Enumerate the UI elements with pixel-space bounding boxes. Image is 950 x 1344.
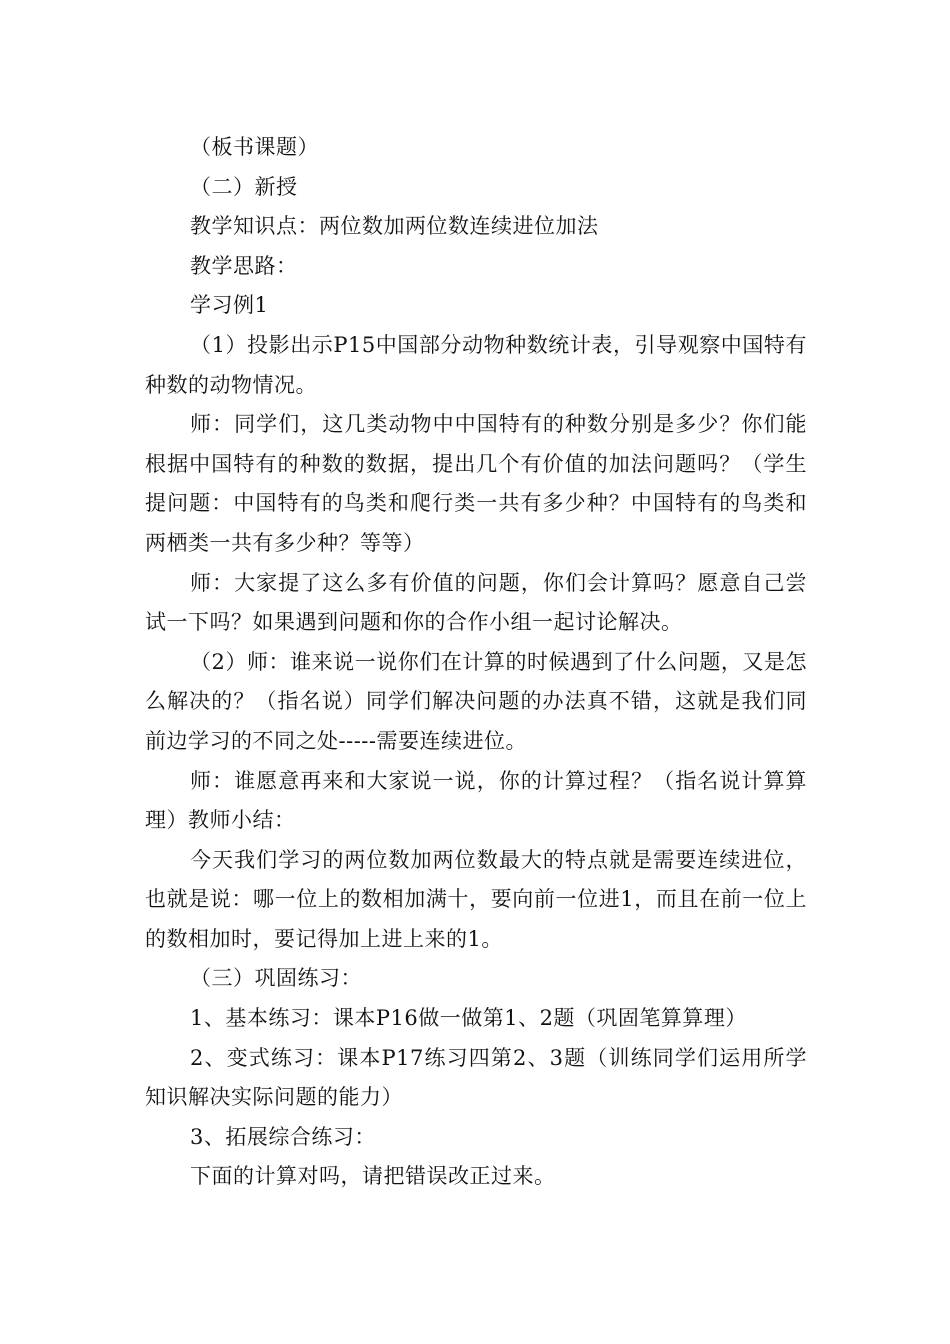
paragraph-basic-practice: 1、基本练习：课本P16做一做第1、2题（巩固笔算算理）: [190, 1006, 747, 1031]
paragraph-variant-practice: 2、变式练习：课本P17练习四第2、3题（训练同学们运用所学知识解决实际问题的能力）: [145, 1045, 807, 1110]
paragraph-teaching-idea: 教学思路：: [190, 253, 298, 278]
paragraph-section-new-lesson: （二）新授: [190, 174, 298, 199]
paragraph-step-1: （1）投影出示P15中国部分动物种数统计表，引导观察中国特有种数的动物情况。: [145, 332, 807, 397]
paragraph-teacher-summary: 师：谁愿意再来和大家说一说，你的计算过程？（指名说计算算理）教师小结：: [145, 768, 807, 833]
paragraph-extended-practice: 3、拓展综合练习：: [190, 1124, 376, 1149]
paragraph-teacher-try: 师：大家提了这么多有价值的问题，你们会计算吗？愿意自己尝试一下吗？如果遇到问题和你的合作小组一起讨论解决。: [145, 570, 807, 635]
paragraph-correction-task: 下面的计算对吗，请把错误改正过来。: [190, 1164, 556, 1189]
paragraph-teacher-question: 师：同学们，这几类动物中中国特有的种数分别是多少？你们能根据中国特有的种数的数据，提出几个有价值的加法问题吗？（学生提问题：中国特有的鸟类和爬行类一共有多少种？中国特有的鸟类和两栖类一共有多少种？等等）: [145, 412, 807, 555]
paragraph-summary-content: 今天我们学习的两位数加两位数最大的特点就是需要连续进位，也就是说：哪一位上的数相加满十，要向前一位进1，而且在前一位上的数相加时，要记得加上进上来的1。: [145, 847, 807, 951]
document-body: [145, 128, 807, 1197]
paragraph-section-practice: （三）巩固练习：: [190, 966, 362, 991]
paragraph-step-2: （2）师：谁来说一说你们在计算的时候遇到了什么问题，又是怎么解决的？（指名说）同学们解决问题的办法真不错，这就是我们同前边学习的不同之处-----需要连续进位。: [145, 649, 807, 753]
paragraph-board-title: （板书课题）: [190, 135, 319, 159]
paragraph-example-1: 学习例1: [190, 293, 269, 318]
paragraph-knowledge-point: 教学知识点：两位数加两位数连续进位加法: [190, 214, 599, 239]
